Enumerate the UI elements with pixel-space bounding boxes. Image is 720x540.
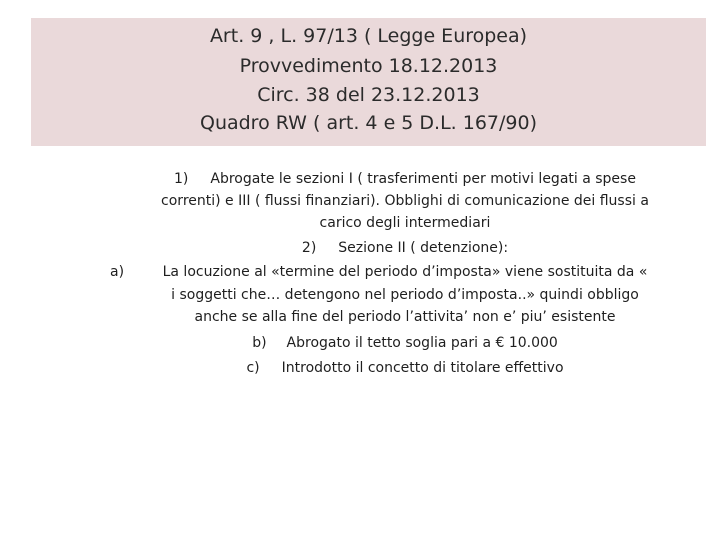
item-1-line-3: carico degli intermediari (319, 215, 491, 231)
title-banner (31, 18, 706, 146)
item-c-text: Introdotto il concetto di titolare effettivo (281, 360, 564, 376)
item-c-line (130, 359, 680, 377)
title-line-2: Provvedimento 18.12.2013 (239, 55, 498, 77)
item-2-text: Sezione II ( detenzione): (338, 240, 509, 256)
item-2-line (130, 239, 680, 257)
title-line-4: Quadro RW ( art. 4 e 5 D.L. 167/90) (199, 112, 538, 134)
item-c-marker: c) (246, 360, 260, 376)
item-a-line-1: La locuzione al «termine del periodo d’imposta» viene sostituita da « (162, 264, 648, 280)
item-1-line-1 (130, 170, 680, 188)
title-line-3: Circ. 38 del 23.12.2013 (257, 84, 480, 106)
item-b-line (130, 334, 680, 352)
item-a-line-2: i soggetti che… detengono nel periodo d’imposta..» quindi obbligo (171, 287, 639, 303)
item-b-text: Abrogato il tetto soglia pari a € 10.000 (286, 335, 558, 351)
item-2-marker: 2) (301, 240, 317, 256)
title-line-1: Art. 9 , L. 97/13 ( Legge Europea) (209, 25, 528, 47)
item-a-marker: a) (110, 264, 125, 280)
item-1-marker: 1) (174, 171, 189, 187)
item-1-line-2: correnti) e III ( flussi finanziari). Obblighi di comunicazione dei flussi a (161, 193, 649, 209)
item-b-marker: b) (252, 335, 267, 351)
item-1-text-1: Abrogate le sezioni I ( trasferimenti per motivi legati a spese (210, 171, 636, 187)
item-a-line-3: anche se alla fine del periodo l’attivita’ non e’ piu’ esistente (194, 309, 616, 325)
